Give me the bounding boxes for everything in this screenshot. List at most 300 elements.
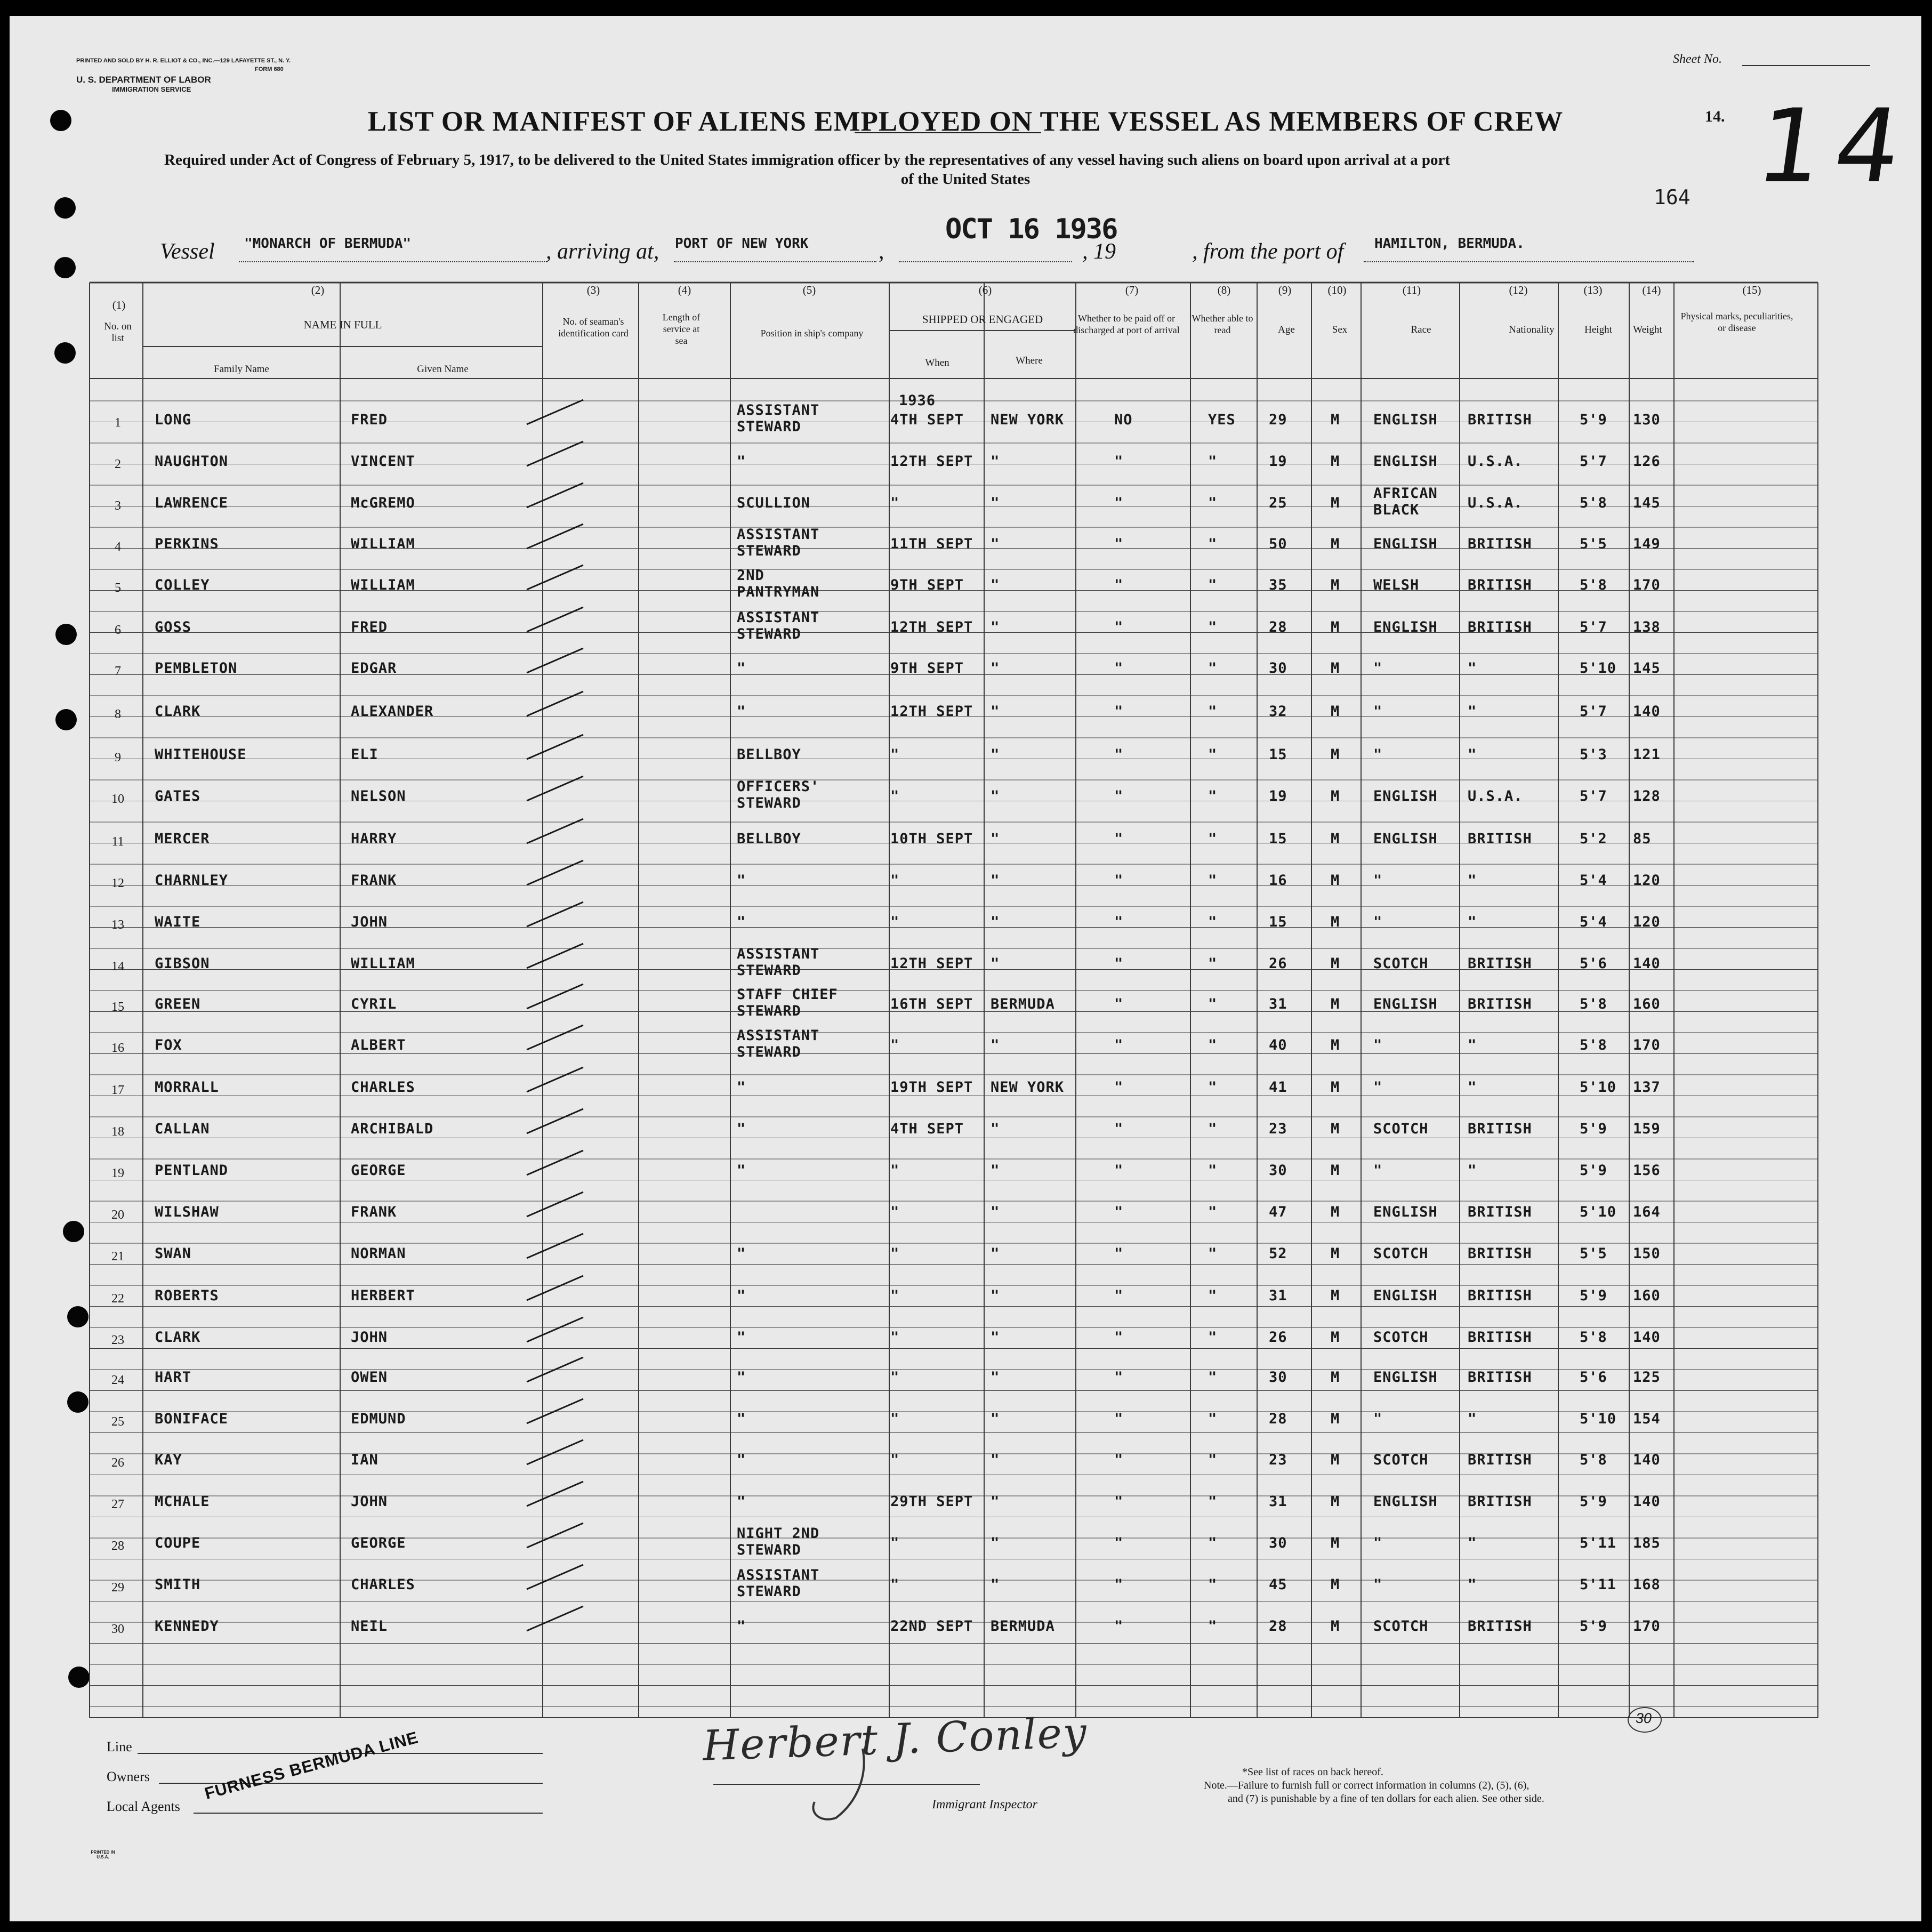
weight-cell: 145: [1633, 660, 1661, 677]
family-name-cell: LAWRENCE: [155, 495, 229, 511]
printer-imprint: PRINTED AND SOLD BY H. R. ELLIOT & CO., INC.—129 LAFAYETTE ST., N. Y.: [76, 58, 291, 64]
row-number: 9: [115, 751, 121, 764]
line-stamp: FURNESS BERMUDA LINE: [203, 1728, 421, 1803]
position-cell: ": [737, 1079, 746, 1096]
nationality-cell: BRITISH: [1468, 831, 1532, 847]
header-where: Where: [1016, 355, 1043, 366]
sex-cell: M: [1331, 412, 1340, 428]
sex-cell: M: [1331, 1079, 1340, 1096]
age-cell: 30: [1269, 1369, 1287, 1386]
when-cell: ": [890, 1245, 900, 1262]
header-sex: Sex: [1332, 324, 1348, 335]
given-name-cell: JOHN: [351, 1493, 388, 1510]
family-name-cell: PENTLAND: [155, 1162, 229, 1179]
comma: ,: [879, 239, 884, 264]
date-stamp: OCT 16 1936: [945, 213, 1117, 245]
given-name-cell: EDGAR: [351, 660, 397, 677]
when-cell: 22ND SEPT: [890, 1618, 973, 1635]
able-read-cell: ": [1208, 1079, 1218, 1096]
header-length-service: Length of service at sea: [662, 312, 701, 346]
race-cell: ENGLISH: [1373, 619, 1438, 635]
race-cell: SCOTCH: [1373, 1452, 1429, 1468]
column-number: (3): [586, 284, 600, 296]
paid-off-cell: ": [1114, 703, 1124, 720]
weight-cell: 156: [1633, 1162, 1661, 1179]
given-name-cell: IAN: [351, 1452, 379, 1468]
when-cell: 4TH SEPT: [890, 1121, 964, 1137]
row-number: 10: [111, 792, 124, 806]
when-cell: 16TH SEPT: [890, 996, 973, 1012]
where-cell: ": [991, 703, 1000, 720]
given-name-cell: CHARLES: [351, 1079, 415, 1096]
weight-cell: 140: [1633, 703, 1661, 720]
able-read-cell: ": [1208, 788, 1218, 804]
header-height: Height: [1584, 324, 1612, 335]
form-number: FORM 680: [255, 66, 284, 73]
nationality-cell: U.S.A.: [1468, 453, 1523, 470]
when-cell: 29TH SEPT: [890, 1493, 973, 1510]
age-cell: 19: [1269, 788, 1287, 804]
race-cell: ": [1373, 1079, 1383, 1096]
able-read-cell: ": [1208, 536, 1218, 552]
when-cell: ": [890, 1535, 900, 1551]
inspector-label: Immigrant Inspector: [932, 1798, 1037, 1812]
year-label: , 19: [1082, 239, 1116, 264]
row-number: 23: [111, 1333, 124, 1347]
sex-cell: M: [1331, 577, 1340, 593]
able-read-cell: ": [1208, 577, 1218, 593]
race-cell: ENGLISH: [1373, 1369, 1438, 1386]
given-name-cell: EDMUND: [351, 1411, 406, 1427]
height-cell: 5'8: [1580, 1452, 1607, 1468]
able-read-cell: ": [1208, 1576, 1218, 1593]
able-read-cell: ": [1208, 996, 1218, 1012]
position-cell: OFFICERS' STEWARD: [737, 778, 820, 811]
family-name-cell: SMITH: [155, 1576, 201, 1593]
column-number: (14): [1642, 284, 1661, 296]
age-cell: 26: [1269, 1329, 1287, 1346]
header-weight: Weight: [1633, 324, 1662, 335]
where-cell: ": [991, 495, 1000, 511]
nationality-cell: BRITISH: [1468, 1121, 1532, 1137]
where-cell: BERMUDA: [991, 996, 1055, 1012]
age-cell: 15: [1269, 914, 1287, 930]
weight-cell: 85: [1633, 831, 1652, 847]
given-name-cell: ALBERT: [351, 1037, 406, 1053]
race-cell: ": [1373, 660, 1383, 677]
sheet-no-handwritten: 14: [1750, 87, 1921, 205]
family-name-cell: CLARK: [155, 703, 201, 720]
given-name-cell: ELI: [351, 746, 379, 763]
able-read-cell: ": [1208, 1121, 1218, 1137]
height-cell: 5'10: [1580, 1204, 1617, 1220]
weight-cell: 185: [1633, 1535, 1661, 1551]
when-cell: ": [890, 872, 900, 889]
age-cell: 50: [1269, 536, 1287, 552]
race-cell: SCOTCH: [1373, 1121, 1429, 1137]
when-cell: ": [890, 1204, 900, 1220]
race-cell: SCOTCH: [1373, 955, 1429, 972]
given-name-cell: CYRIL: [351, 996, 397, 1012]
given-name-cell: FRANK: [351, 872, 397, 889]
paid-off-cell: ": [1114, 577, 1124, 593]
when-cell: ": [890, 1287, 900, 1304]
paid-off-cell: ": [1114, 453, 1124, 470]
manifest-sheet: [10, 16, 1921, 1921]
column-number: (6): [978, 284, 992, 296]
row-number: 22: [111, 1292, 124, 1306]
header-shipped: SHIPPED OR ENGAGED: [922, 313, 1043, 326]
column-number: (4): [678, 284, 691, 296]
sex-cell: M: [1331, 1162, 1340, 1179]
paid-off-cell: ": [1114, 914, 1124, 930]
given-name-cell: JOHN: [351, 914, 388, 930]
header-race: Race: [1411, 324, 1431, 335]
age-cell: 30: [1269, 660, 1287, 677]
id-card-slash: [525, 480, 589, 512]
paid-off-cell: ": [1114, 1204, 1124, 1220]
weight-cell: 120: [1633, 914, 1661, 930]
height-cell: 5'3: [1580, 746, 1607, 763]
race-cell: ENGLISH: [1373, 536, 1438, 552]
age-cell: 16: [1269, 872, 1287, 889]
race-cell: ENGLISH: [1373, 831, 1438, 847]
weight-cell: 128: [1633, 788, 1661, 804]
sex-cell: M: [1331, 495, 1340, 511]
nationality-cell: ": [1468, 703, 1477, 720]
row-number: 15: [111, 1000, 124, 1014]
nationality-cell: BRITISH: [1468, 412, 1532, 428]
where-cell: NEW YORK: [991, 1079, 1065, 1096]
owners-label: Owners: [107, 1769, 150, 1784]
position-cell: ": [737, 872, 746, 889]
race-cell: ": [1373, 703, 1383, 720]
height-cell: 5'9: [1580, 1618, 1607, 1635]
line-label: Line: [107, 1739, 132, 1754]
nationality-cell: BRITISH: [1468, 619, 1532, 635]
able-read-cell: ": [1208, 1369, 1218, 1386]
total-count: 30: [1635, 1710, 1652, 1726]
family-name-cell: GOSS: [155, 619, 192, 635]
age-cell: 28: [1269, 1618, 1287, 1635]
id-card-slash: [525, 1478, 589, 1510]
when-cell: ": [890, 1576, 900, 1593]
height-cell: 5'7: [1580, 619, 1607, 635]
able-read-cell: ": [1208, 453, 1218, 470]
nationality-cell: BRITISH: [1468, 1204, 1532, 1220]
weight-cell: 145: [1633, 495, 1661, 511]
position-cell: ": [737, 660, 746, 677]
height-cell: 5'9: [1580, 412, 1607, 428]
age-cell: 35: [1269, 577, 1287, 593]
family-name-cell: KENNEDY: [155, 1618, 219, 1635]
nationality-cell: BRITISH: [1468, 577, 1532, 593]
paid-off-cell: ": [1114, 536, 1124, 552]
id-card-slash: [525, 645, 589, 677]
weight-cell: 130: [1633, 412, 1661, 428]
height-cell: 5'8: [1580, 495, 1607, 511]
when-cell: ": [890, 495, 900, 511]
note-penalty-1: Note.—Failure to furnish full or correct information in columns (2), (5), (6),: [1204, 1780, 1529, 1791]
family-name-cell: PEMBLETON: [155, 660, 238, 677]
column-number: (10): [1327, 284, 1347, 296]
position-cell: ": [737, 1121, 746, 1137]
race-cell: ": [1373, 914, 1383, 930]
paid-off-cell: ": [1114, 1079, 1124, 1096]
from-label: , from the port of: [1192, 239, 1344, 264]
height-cell: 5'10: [1580, 1079, 1617, 1096]
row-number: 25: [111, 1415, 124, 1429]
when-cell: 11TH SEPT: [890, 536, 973, 552]
sex-cell: M: [1331, 914, 1340, 930]
sex-cell: M: [1331, 831, 1340, 847]
column-number: (7): [1125, 284, 1139, 296]
able-read-cell: ": [1208, 1204, 1218, 1220]
header-position: Position in ship's company: [760, 328, 864, 339]
sex-cell: M: [1331, 1452, 1340, 1468]
age-cell: 25: [1269, 495, 1287, 511]
when-cell: ": [890, 746, 900, 763]
sex-cell: M: [1331, 1493, 1340, 1510]
family-name-cell: COLLEY: [155, 577, 210, 593]
when-cell: 12TH SEPT: [890, 619, 973, 635]
given-name-cell: NELSON: [351, 788, 406, 804]
sex-cell: M: [1331, 536, 1340, 552]
family-name-cell: LONG: [155, 412, 192, 428]
row-number: 12: [111, 876, 124, 890]
nationality-cell: BRITISH: [1468, 536, 1532, 552]
race-cell: ": [1373, 1162, 1383, 1179]
able-read-cell: ": [1208, 746, 1218, 763]
when-cell: 9TH SEPT: [890, 660, 964, 677]
age-cell: 32: [1269, 703, 1287, 720]
weight-cell: 120: [1633, 872, 1661, 889]
family-name-cell: HART: [155, 1369, 192, 1386]
sex-cell: M: [1331, 872, 1340, 889]
column-number: (12): [1509, 284, 1528, 296]
age-cell: 40: [1269, 1037, 1287, 1053]
signature: Herbert J. Conley: [702, 1709, 1089, 1770]
family-name-cell: PERKINS: [155, 536, 219, 552]
able-read-cell: ": [1208, 660, 1218, 677]
height-cell: 5'7: [1580, 703, 1607, 720]
when-cell: ": [890, 1369, 900, 1386]
when-cell: 12TH SEPT: [890, 453, 973, 470]
position-cell: ": [737, 1452, 746, 1468]
document-title: LIST OR MANIFEST OF ALIENS EMPLOYED ON THE VESSEL AS MEMBERS OF CREW: [367, 106, 1564, 137]
race-cell: ENGLISH: [1373, 1287, 1438, 1304]
position-cell: ": [737, 1411, 746, 1427]
nationality-cell: ": [1468, 914, 1477, 930]
able-read-cell: ": [1208, 1493, 1218, 1510]
where-cell: ": [991, 1535, 1000, 1551]
nationality-cell: ": [1468, 660, 1477, 677]
column-number: (9): [1278, 284, 1292, 296]
document-subtitle-2: of the United States: [900, 171, 1031, 188]
row-number: 18: [111, 1125, 124, 1139]
when-cell: ": [890, 1411, 900, 1427]
header-name-in-full: NAME IN FULL: [303, 318, 382, 331]
race-cell: ": [1373, 1535, 1383, 1551]
position-cell: STAFF CHIEF STEWARD: [737, 986, 838, 1019]
where-cell: ": [991, 1121, 1000, 1137]
weight-cell: 164: [1633, 1204, 1661, 1220]
age-cell: 31: [1269, 1493, 1287, 1510]
age-cell: 47: [1269, 1204, 1287, 1220]
nationality-cell: BRITISH: [1468, 1493, 1532, 1510]
nationality-cell: ": [1468, 1037, 1477, 1053]
family-name-cell: WAITE: [155, 914, 201, 930]
age-cell: 30: [1269, 1535, 1287, 1551]
given-name-cell: FRED: [351, 619, 388, 635]
column-number: (1): [112, 299, 126, 311]
able-read-cell: ": [1208, 872, 1218, 889]
nationality-cell: ": [1468, 746, 1477, 763]
sex-cell: M: [1331, 1411, 1340, 1427]
document-subtitle: Required under Act of Congress of February 5, 1917, to be delivered to the United States immigration officer by the representatives of any vessel having such aliens on board upon arrival at a port: [164, 151, 1451, 168]
row-number: 14: [111, 960, 124, 973]
height-cell: 5'4: [1580, 914, 1607, 930]
row-number: 30: [111, 1622, 124, 1636]
vessel-name: "MONARCH OF BERMUDA": [244, 236, 412, 252]
race-cell: ENGLISH: [1373, 788, 1438, 804]
sex-cell: M: [1331, 788, 1340, 804]
weight-cell: 137: [1633, 1079, 1661, 1096]
height-cell: 5'5: [1580, 1245, 1607, 1262]
family-name-cell: GATES: [155, 788, 201, 804]
height-cell: 5'8: [1580, 577, 1607, 593]
able-read-cell: ": [1208, 955, 1218, 972]
sex-cell: M: [1331, 1618, 1340, 1635]
race-cell: SCOTCH: [1373, 1329, 1429, 1346]
family-name-cell: FOX: [155, 1037, 182, 1053]
id-card-slash: [525, 857, 589, 889]
weight-cell: 140: [1633, 1452, 1661, 1468]
sheet-no-label: Sheet No.: [1673, 52, 1722, 66]
given-name-cell: ALEXANDER: [351, 703, 434, 720]
where-cell: ": [991, 577, 1000, 593]
age-cell: 45: [1269, 1576, 1287, 1593]
height-cell: 5'9: [1580, 1162, 1607, 1179]
sheet-no-typed: 14.: [1705, 108, 1725, 125]
age-cell: 23: [1269, 1121, 1287, 1137]
able-read-cell: ": [1208, 831, 1218, 847]
where-cell: ": [991, 1287, 1000, 1304]
paid-off-cell: ": [1114, 996, 1124, 1012]
agents-underline: [194, 1813, 543, 1814]
race-cell: ENGLISH: [1373, 1493, 1438, 1510]
paid-off-cell: ": [1114, 1576, 1124, 1593]
id-card-slash: [525, 1603, 589, 1635]
sex-cell: M: [1331, 1369, 1340, 1386]
age-cell: 29: [1269, 412, 1287, 428]
weight-cell: 168: [1633, 1576, 1661, 1593]
paid-off-cell: ": [1114, 1493, 1124, 1510]
when-cell: ": [890, 788, 900, 804]
race-cell: SCOTCH: [1373, 1245, 1429, 1262]
when-cell: ": [890, 1037, 900, 1053]
nationality-cell: ": [1468, 1576, 1477, 1593]
where-cell: NEW YORK: [991, 412, 1065, 428]
header-no-on-list: No. on list: [104, 321, 132, 344]
id-card-slash: [525, 1314, 589, 1346]
header-when: When: [925, 357, 949, 368]
able-read-cell: ": [1208, 1618, 1218, 1635]
able-read-cell: ": [1208, 1452, 1218, 1468]
id-card-slash: [525, 1106, 589, 1138]
signature-underline: [713, 1784, 980, 1785]
row-number: 11: [111, 835, 124, 849]
weight-cell: 170: [1633, 577, 1661, 593]
race-cell: ": [1373, 872, 1383, 889]
position-cell: ": [737, 1618, 746, 1635]
paid-off-cell: ": [1114, 1329, 1124, 1346]
position-cell: ": [737, 1493, 746, 1510]
id-card-slash: [525, 1396, 589, 1428]
nationality-cell: ": [1468, 1411, 1477, 1427]
weight-cell: 125: [1633, 1369, 1661, 1386]
row-number: 8: [115, 707, 121, 721]
able-read-cell: ": [1208, 914, 1218, 930]
family-name-cell: KAY: [155, 1452, 182, 1468]
weight-cell: 170: [1633, 1037, 1661, 1053]
nationality-cell: BRITISH: [1468, 955, 1532, 972]
family-name-cell: CALLAN: [155, 1121, 210, 1137]
weight-cell: 160: [1633, 996, 1661, 1012]
age-cell: 26: [1269, 955, 1287, 972]
nationality-cell: BRITISH: [1468, 1329, 1532, 1346]
given-name-cell: GEORGE: [351, 1535, 406, 1551]
family-name-cell: WHITEHOUSE: [155, 746, 247, 763]
row-number: 2: [115, 457, 121, 471]
age-cell: 31: [1269, 996, 1287, 1012]
race-cell: ": [1373, 1037, 1383, 1053]
where-cell: ": [991, 1329, 1000, 1346]
id-card-slash: [525, 562, 589, 594]
paid-off-cell: ": [1114, 660, 1124, 677]
age-cell: 15: [1269, 746, 1287, 763]
position-cell: ": [737, 1245, 746, 1262]
age-cell: 28: [1269, 619, 1287, 635]
weight-cell: 138: [1633, 619, 1661, 635]
sex-cell: M: [1331, 1037, 1340, 1053]
family-name-cell: CLARK: [155, 1329, 201, 1346]
id-card-slash: [525, 1022, 589, 1054]
position-cell: ": [737, 703, 746, 720]
id-card-slash: [525, 1147, 589, 1179]
where-cell: ": [991, 1411, 1000, 1427]
race-cell: ENGLISH: [1373, 412, 1438, 428]
printed-in: PRINTED IN U.S.A.: [91, 1850, 115, 1859]
column-number: (13): [1583, 284, 1603, 296]
where-cell: ": [991, 955, 1000, 972]
sex-cell: M: [1331, 1245, 1340, 1262]
where-cell: ": [991, 1204, 1000, 1220]
sex-cell: M: [1331, 746, 1340, 763]
sex-cell: M: [1331, 1287, 1340, 1304]
able-read-cell: ": [1208, 1411, 1218, 1427]
paid-off-cell: ": [1114, 788, 1124, 804]
row-number: 19: [111, 1166, 124, 1180]
sex-cell: M: [1331, 660, 1340, 677]
where-cell: ": [991, 1493, 1000, 1510]
paid-off-cell: ": [1114, 955, 1124, 972]
position-cell: ": [737, 1287, 746, 1304]
note-races: *See list of races on back hereof.: [1242, 1766, 1383, 1778]
able-read-cell: ": [1208, 1287, 1218, 1304]
age-cell: 52: [1269, 1245, 1287, 1262]
able-read-cell: ": [1208, 703, 1218, 720]
